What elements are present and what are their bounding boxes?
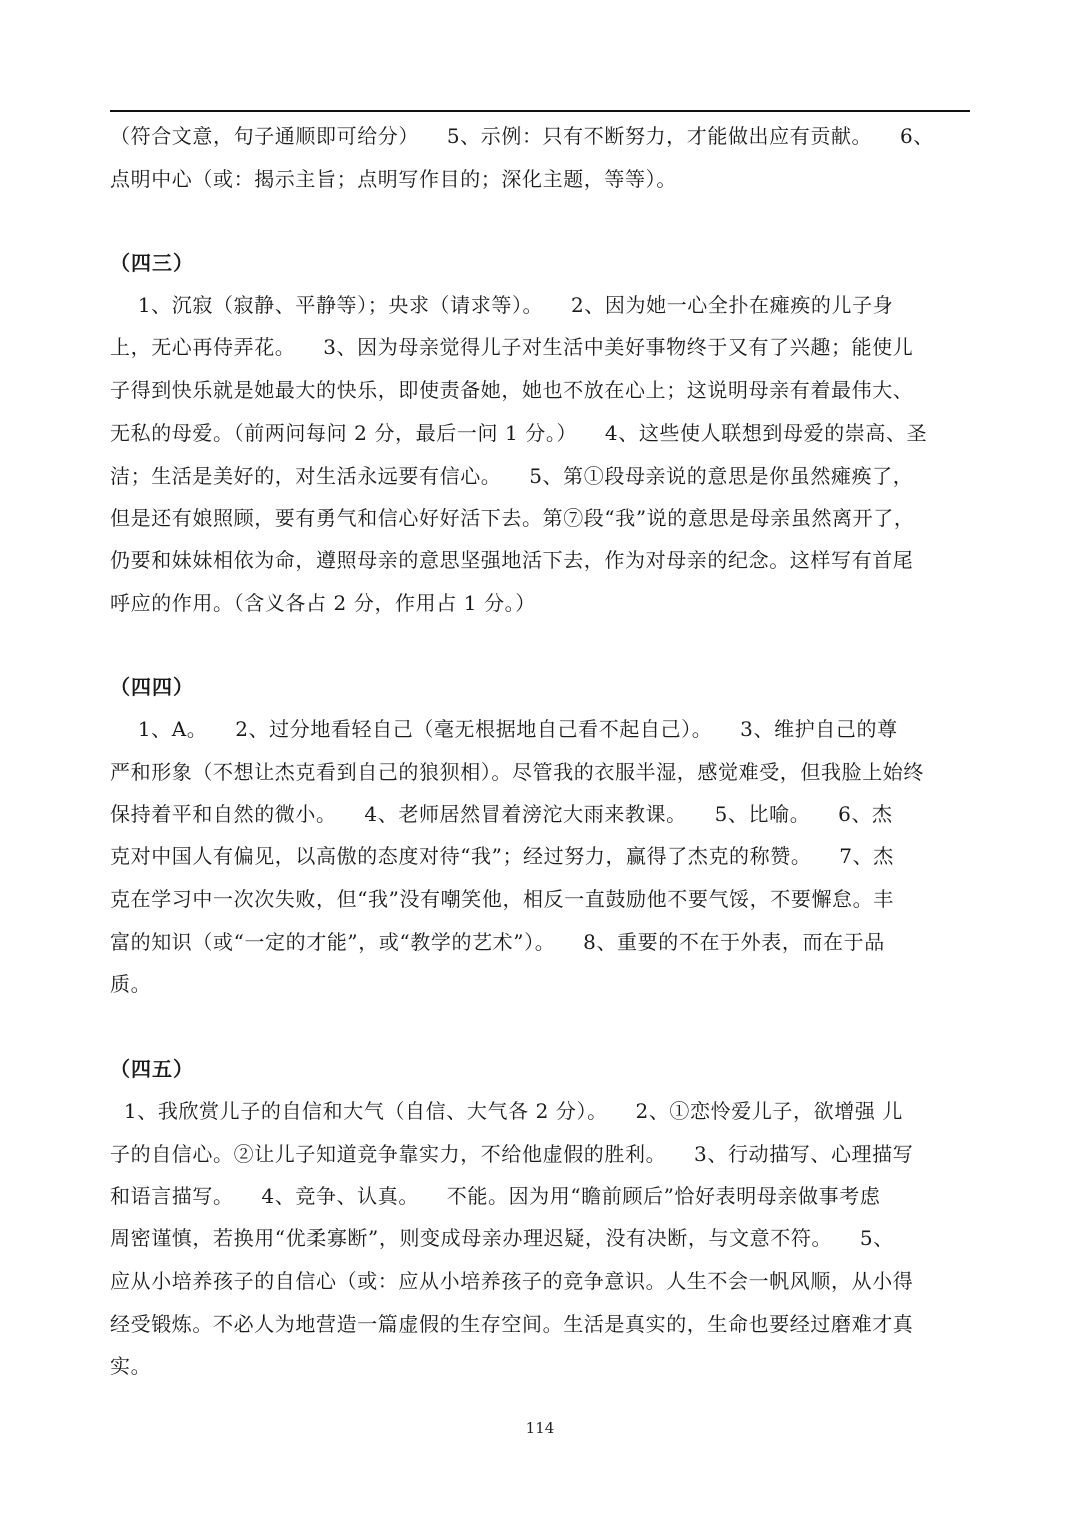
answer-line: 子的自信心。②让儿子知道竞争靠实力，不给他虚假的胜利。 3、行动描写、心理描写 [110, 1142, 914, 1166]
answer-line: 应从小培养孩子的自信心（或：应从小培养孩子的竞争意识。人生不会一帆风顺，从小得 [110, 1269, 914, 1293]
answer-line: 经受锻炼。不必人为地营造一篇虚假的生存空间。生活是真实的，生命也要经过磨难才真 [110, 1312, 914, 1336]
answer-line: 和语言描写。 4、竞争、认真。 不能。因为用“瞻前顾后”恰好表明母亲做事考虑 [110, 1184, 881, 1208]
answer-line: 周密谨慎，若换用“优柔寡断”，则变成母亲办理迟疑，没有决断，与文意不符。 5、 [110, 1226, 894, 1250]
intro-line: 点明中心（或：揭示主旨；点明写作目的；深化主题，等等）。 [110, 167, 677, 191]
answer-line: 仍要和妹妹相依为命，遵照母亲的意思坚强地活下去，作为对母亲的纪念。这样写有首尾 [110, 548, 914, 572]
answer-line: 富的知识（或“一定的才能”，或“教学的艺术”）。 8、重要的不在于外表，而在于品 [110, 930, 885, 954]
section-heading: （四四） [110, 675, 194, 699]
page-number: 114 [525, 1419, 555, 1437]
section-heading: （四三） [110, 251, 194, 275]
answer-line: 克在学习中一次次失败，但“我”没有嘲笑他，相反一直鼓励他不要气馁，不要懈怠。丰 [110, 887, 894, 911]
section-heading: （四五） [110, 1057, 194, 1081]
answer-line: 克对中国人有偏见，以高傲的态度对待“我”；经过努力，赢得了杰克的称赞。 7、杰 [110, 844, 894, 868]
answer-line: 上，无心再侍弄花。 3、因为母亲觉得儿子对生活中美好事物终于又有了兴趣；能使儿 [110, 335, 914, 359]
answer-line: 呼应的作用。（含义各占 2 分，作用占 1 分。） [110, 591, 536, 615]
header-rule [110, 110, 970, 112]
answer-line: 但是还有娘照顾，要有勇气和信心好好活下去。第⑦段“我”说的意思是母亲虽然离开了， [110, 506, 915, 530]
answer-line: 1、沉寂（寂静、平静等）；央求（请求等）。 2、因为她一心全扑在瘫痪的儿子身 [110, 293, 894, 317]
answer-line: 保持着平和自然的微小。 4、老师居然冒着滂沱大雨来教课。 5、比喻。 6、杰 [110, 802, 893, 826]
intro-line: （符合文意，句子通顺即可给分） 5、示例：只有不断努力，才能做出应有贡献。 6、 [110, 124, 934, 148]
answer-line: 质。 [110, 972, 152, 996]
answer-line: 1、我欣赏儿子的自信和大气（自信、大气各 2 分）。 2、①恋怜爱儿子，欲增强 儿 [110, 1099, 903, 1123]
answer-line: 子得到快乐就是她最大的快乐，即使责备她，她也不放在心上；这说明母亲有着最伟大、 [110, 378, 914, 402]
answer-line: 1、A。 2、过分地看轻自己（毫无根据地自己看不起自己）。 3、维护自己的尊 [110, 717, 898, 741]
answer-line: 实。 [110, 1354, 152, 1378]
answer-line: 洁；生活是美好的，对生活永远要有信心。 5、第①段母亲说的意思是你虽然瘫痪了， [110, 464, 914, 488]
answer-line: 无私的母爱。（前两问每问 2 分，最后一问 1 分。） 4、这些使人联想到母爱的崇高、圣 [110, 421, 928, 445]
answer-line: 严和形象（不想让杰克看到自己的狼狈相）。尽管我的衣服半湿，感觉难受，但我脸上始终 [110, 760, 924, 784]
